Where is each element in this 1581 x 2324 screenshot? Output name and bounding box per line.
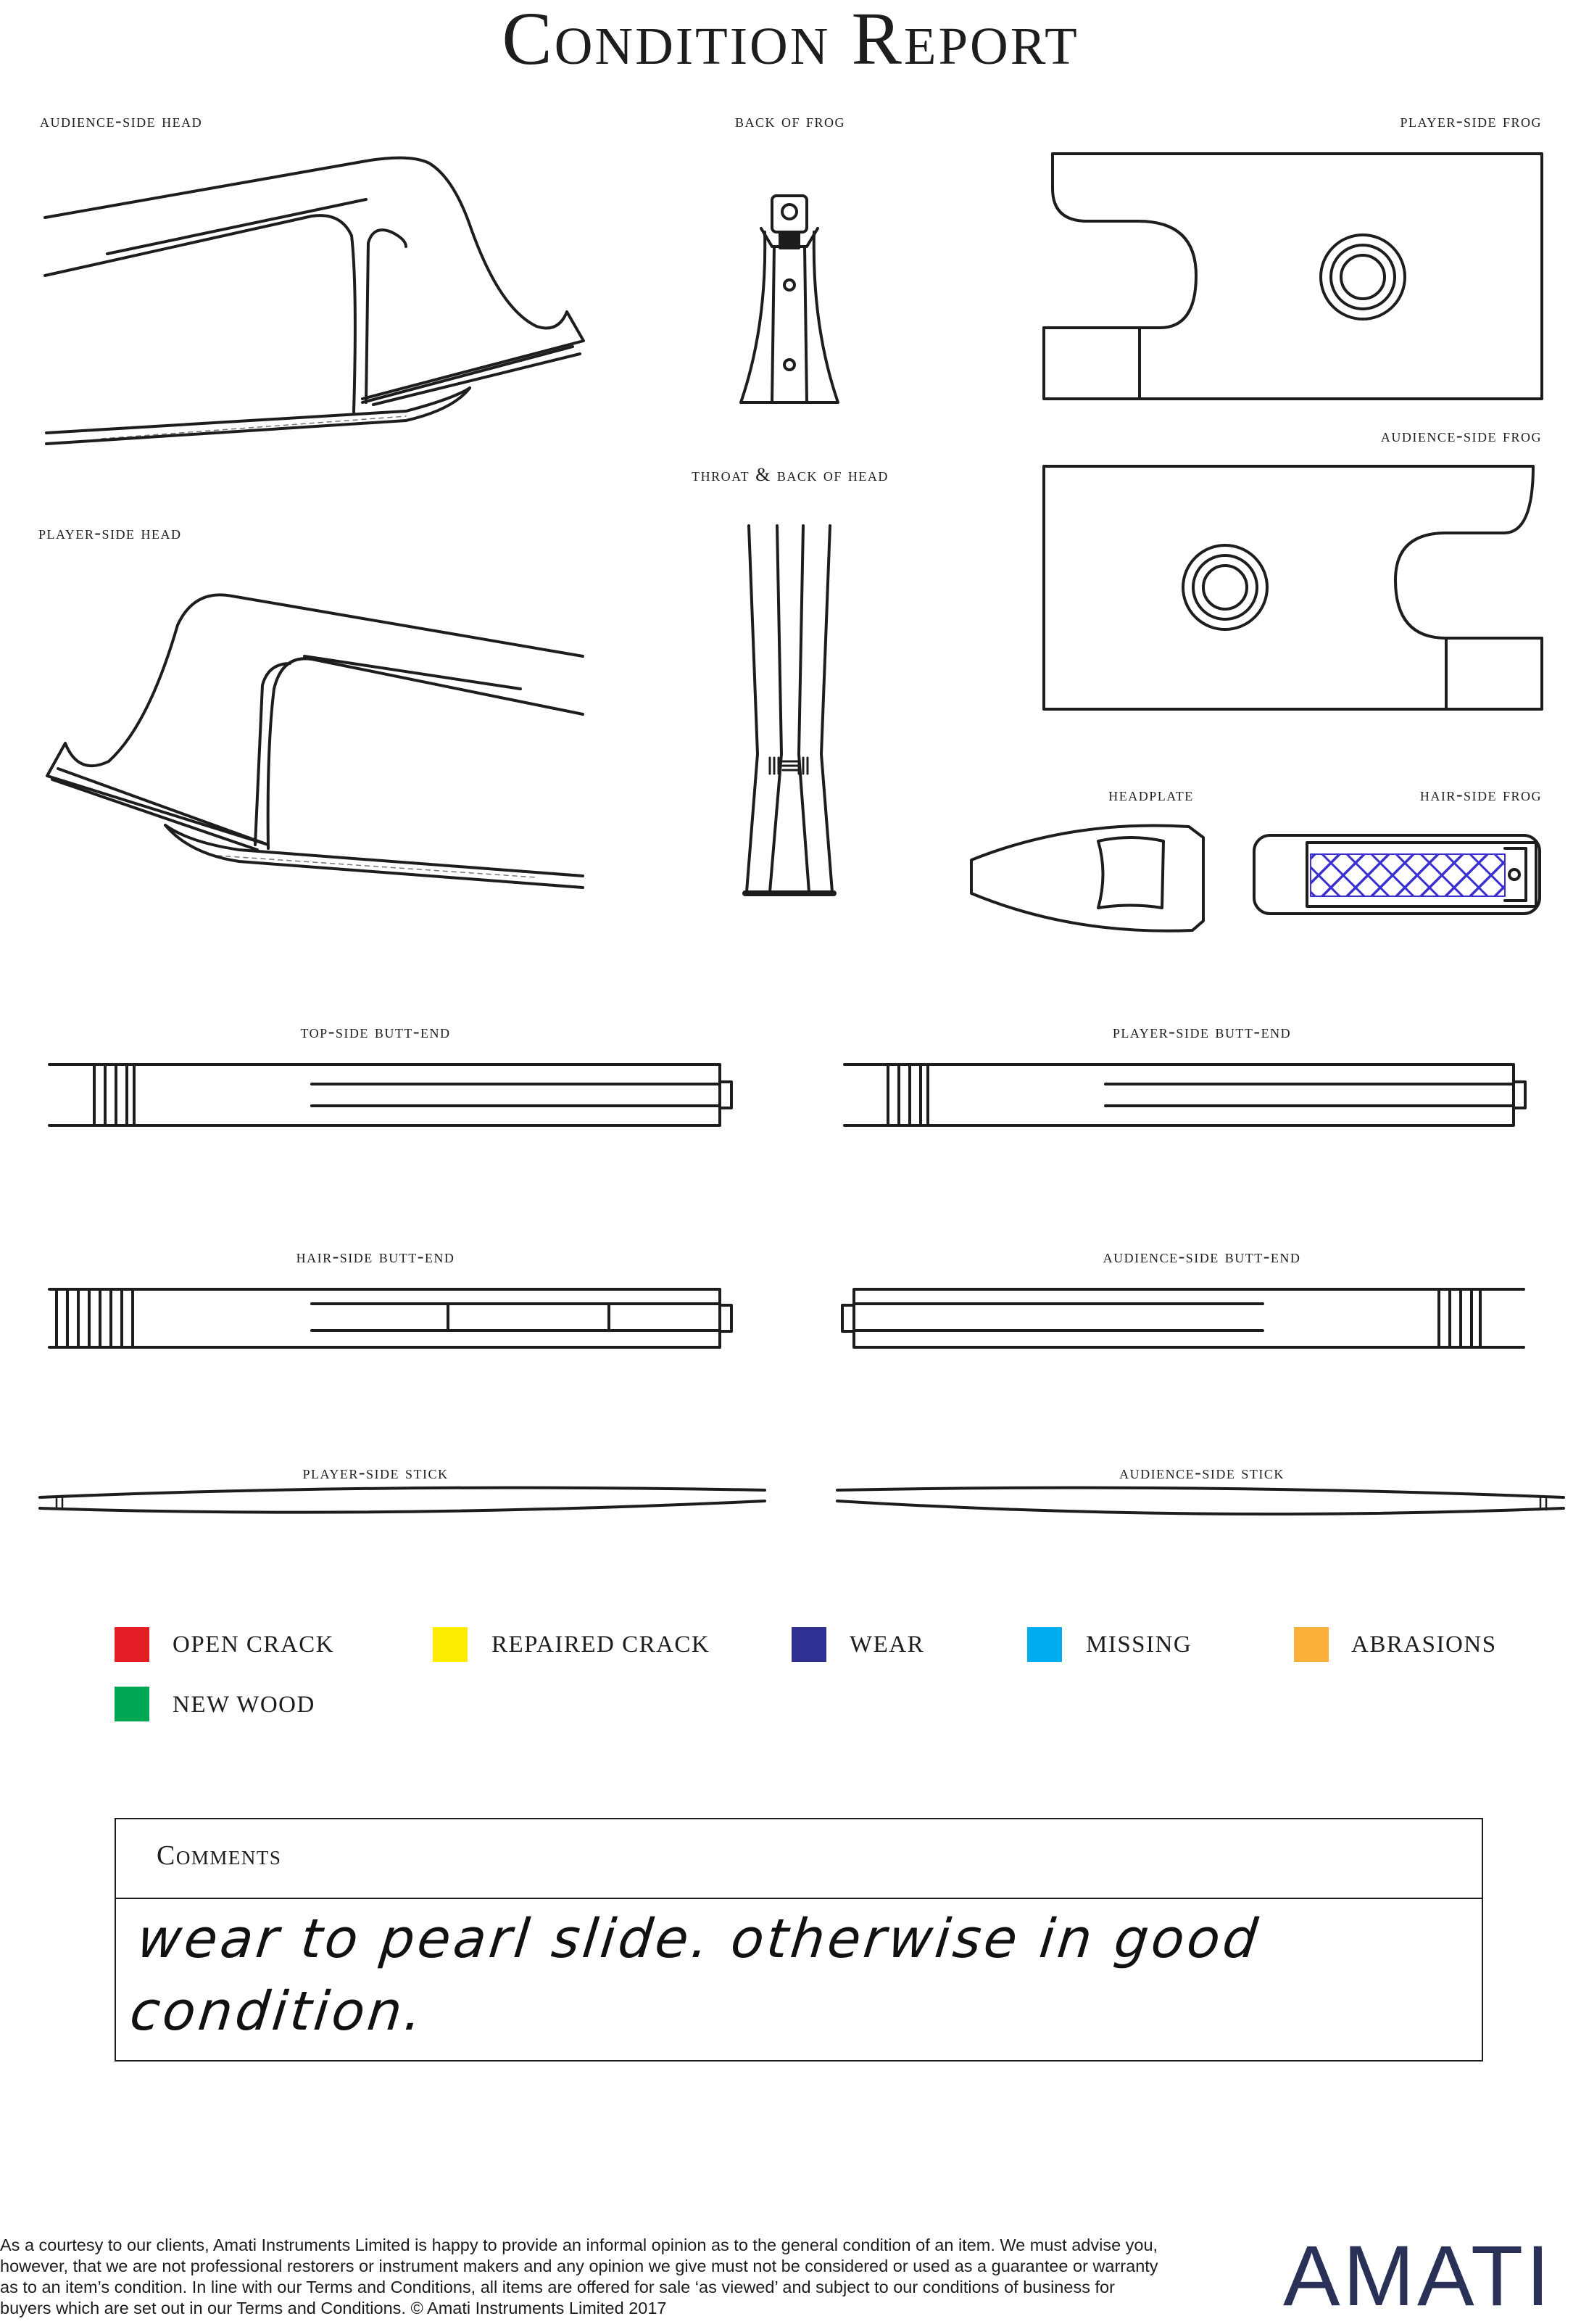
label-player-side-butt-end: player-side butt-end bbox=[1112, 1021, 1292, 1042]
label-player-side-frog: player-side frog bbox=[1400, 110, 1542, 131]
audience-side-stick-drawing bbox=[837, 1488, 1564, 1514]
player-side-head-drawing bbox=[47, 595, 583, 888]
legend-swatch-new-wood bbox=[115, 1687, 149, 1721]
label-back-of-frog: back of frog bbox=[734, 110, 846, 131]
label-player-side-stick: player-side stick bbox=[302, 1462, 449, 1483]
label-throat-back-of-head: throat & back of head bbox=[692, 464, 889, 485]
comments-handwriting-line-2: condition. bbox=[127, 1980, 428, 2043]
label-audience-side-stick: audience-side stick bbox=[1119, 1462, 1285, 1483]
label-audience-side-butt-end: audience-side butt-end bbox=[1103, 1246, 1301, 1267]
legend-label-missing: MISSING bbox=[1086, 1632, 1192, 1658]
player-side-stick-drawing bbox=[40, 1488, 765, 1513]
amati-logo: AMATI bbox=[1283, 2228, 1553, 2324]
label-hair-side-butt-end: hair-side butt-end bbox=[296, 1246, 455, 1267]
back-of-frog-drawing bbox=[741, 196, 838, 402]
legend-swatch-open-crack bbox=[115, 1627, 149, 1662]
legend-swatch-wear bbox=[792, 1627, 826, 1662]
legend-swatch-abrasions bbox=[1294, 1627, 1329, 1662]
player-side-butt-end-drawing bbox=[845, 1064, 1525, 1125]
hair-side-butt-end-drawing bbox=[49, 1289, 731, 1347]
page-title: Condition Report bbox=[502, 0, 1079, 80]
legend-label-abrasions: ABRASIONS bbox=[1351, 1632, 1497, 1658]
headplate-drawing bbox=[971, 825, 1203, 930]
comments-handwriting-line-1: wear to pearl slide. otherwise in good bbox=[134, 1908, 1263, 1970]
legend-label-new-wood: NEW WOOD bbox=[173, 1692, 315, 1718]
audience-side-butt-end-drawing bbox=[842, 1289, 1524, 1347]
label-audience-side-frog: audience-side frog bbox=[1380, 425, 1542, 446]
label-hair-side-frog: hair-side frog bbox=[1419, 784, 1542, 805]
player-side-frog-drawing bbox=[1044, 154, 1542, 399]
legend-label-repaired-crack: REPAIRED CRACK bbox=[491, 1632, 710, 1658]
label-player-side-head: player-side head bbox=[38, 522, 182, 543]
legend-swatch-missing bbox=[1027, 1627, 1062, 1662]
legend-label-open-crack: OPEN CRACK bbox=[173, 1632, 335, 1658]
throat-drawing bbox=[745, 526, 834, 893]
wear-marking bbox=[1311, 854, 1505, 896]
top-side-butt-end-drawing bbox=[49, 1064, 731, 1125]
hair-side-frog-drawing bbox=[1254, 835, 1540, 914]
comments-header bbox=[116, 1819, 1482, 1899]
audience-side-frog-drawing bbox=[1044, 466, 1542, 709]
comments-title: Comments bbox=[157, 1840, 282, 1871]
label-headplate: headplate bbox=[1108, 784, 1194, 805]
audience-side-head-drawing bbox=[45, 158, 584, 444]
label-audience-side-head: audience-side head bbox=[40, 110, 203, 131]
legend-swatch-repaired-crack bbox=[433, 1627, 468, 1662]
comments-box bbox=[115, 1818, 1483, 2062]
disclaimer-footer: As a courtesy to our clients, Amati Instruments Limited is happy to provide an informal opinion as to the general condition of an item. We must advise you, however, that we are not professional restorers or instrument makers and any opinion we give must not be considered or used as a guarantee or warranty as to an item’s condition. In line with our Terms and Conditions, all items are offered for sale ‘as viewed’ and subject to our conditions of business for buyers which are set out in our Terms and Conditions. © Amati Instruments Limited 2017 bbox=[0, 2236, 1158, 2317]
legend-label-wear: WEAR bbox=[850, 1632, 925, 1658]
label-top-side-butt-end: top-side butt-end bbox=[300, 1021, 451, 1042]
